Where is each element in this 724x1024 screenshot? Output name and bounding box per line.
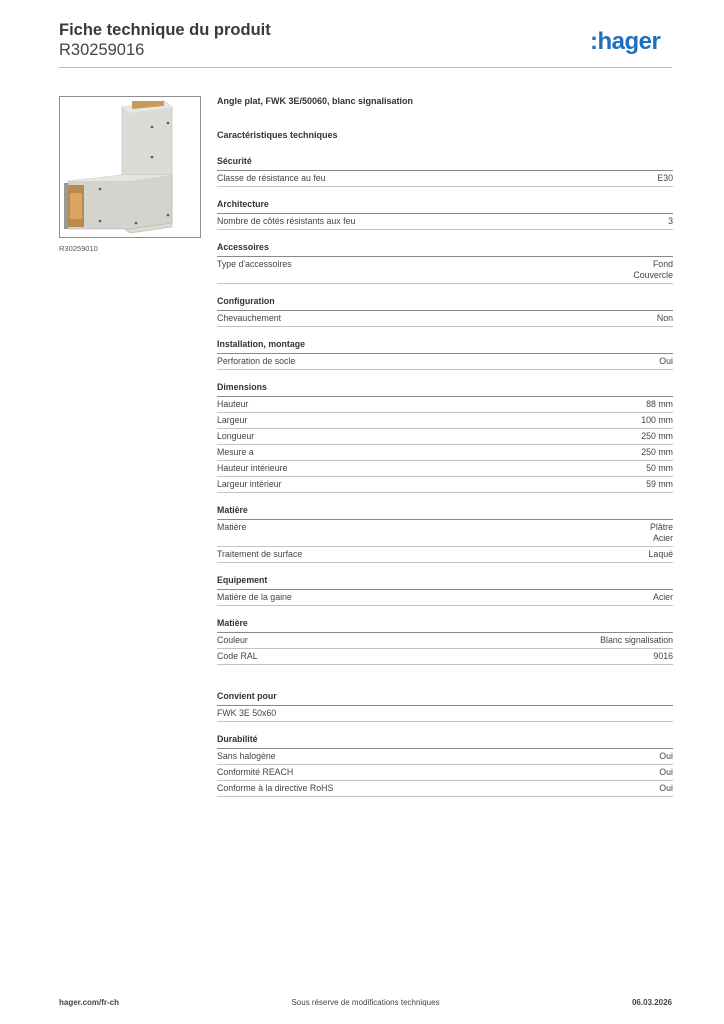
- product-illustration: [60, 97, 200, 237]
- spec-value: [659, 356, 673, 367]
- spec-label: Traitement de surface: [217, 549, 303, 559]
- spec-group-title: Convient pour: [217, 691, 673, 706]
- spec-row: [217, 214, 673, 230]
- spec-group-title: Durabilité: [217, 734, 673, 749]
- spec-value: [641, 447, 673, 458]
- specifications: [217, 95, 673, 797]
- spec-value-line: Couvercle: [633, 270, 673, 280]
- footer-website[interactable]: hager.com/fr-ch: [59, 998, 120, 1007]
- spec-value-line: 88 mm: [646, 399, 673, 409]
- spec-value: [641, 431, 673, 442]
- spec-value: [633, 259, 673, 281]
- spec-label: Chevauchement: [217, 313, 282, 323]
- spec-row: [217, 765, 673, 781]
- spec-value-line: Blanc signalisation: [600, 635, 673, 645]
- footer-notice: Sous réserve de modifications techniques: [291, 998, 440, 1007]
- spec-label: Type d'accessoires: [217, 259, 292, 269]
- spec-value: [646, 399, 673, 410]
- spec-group-title: Dimensions: [217, 382, 673, 397]
- spec-value-line: E30: [657, 173, 673, 183]
- footer-date: 06.03.2026: [631, 998, 672, 1007]
- spec-value-line: Plâtre: [650, 522, 673, 532]
- spec-row: [217, 590, 673, 606]
- spec-value: [646, 463, 673, 474]
- spec-value-line: 59 mm: [646, 479, 673, 489]
- page-header: [59, 20, 672, 60]
- spec-label: Matière de la gaine: [217, 592, 292, 602]
- spec-label: Matière: [217, 522, 247, 532]
- spec-group-title: Accessoires: [217, 242, 673, 257]
- hager-logo: [590, 28, 672, 56]
- product-image: [59, 96, 201, 238]
- spec-row: [217, 445, 673, 461]
- spec-label: Nombre de côtés résistants aux feu: [217, 216, 356, 226]
- spec-row: [217, 397, 673, 413]
- spec-row: [217, 354, 673, 370]
- spec-value-line: 100 mm: [641, 415, 673, 425]
- spec-group-title: Matière: [217, 505, 673, 520]
- spec-group-title: Matière: [217, 618, 673, 633]
- spec-label: Classe de résistance au feu: [217, 173, 326, 183]
- spec-value: [653, 592, 673, 603]
- spec-value-line: 9016: [653, 651, 673, 661]
- spec-group-title: Configuration: [217, 296, 673, 311]
- spec-value-line: 250 mm: [641, 447, 673, 457]
- spec-value-line: 3: [668, 216, 673, 226]
- spec-row: [217, 413, 673, 429]
- spec-group-title: Sécurité: [217, 156, 673, 171]
- spec-label: Code RAL: [217, 651, 258, 661]
- spec-label: FWK 3E 50x60: [217, 708, 277, 718]
- spec-value: [659, 751, 673, 762]
- spec-value-line: Acier: [652, 533, 673, 543]
- spec-row: [217, 547, 673, 563]
- spec-label: Couleur: [217, 635, 248, 645]
- hager-logo-text: :hager: [590, 28, 661, 55]
- spec-value: [600, 635, 673, 646]
- spec-label: Mesure a: [217, 447, 254, 457]
- spec-row: [217, 257, 673, 284]
- spec-label: Conformité REACH: [217, 767, 294, 777]
- spec-row: [217, 171, 673, 187]
- spec-row: [217, 477, 673, 493]
- spec-row: [217, 461, 673, 477]
- spec-label: Longueur: [217, 431, 255, 441]
- spec-row: [217, 429, 673, 445]
- image-caption: R30259010: [59, 244, 98, 253]
- spec-value: [668, 216, 673, 227]
- spec-group-title: Architecture: [217, 199, 673, 214]
- header-divider: [59, 67, 672, 68]
- spec-group-title: Equipement: [217, 575, 673, 590]
- spec-value-line: Oui: [659, 767, 673, 777]
- spec-value-line: Oui: [659, 783, 673, 793]
- spec-label: Sans halogène: [217, 751, 276, 761]
- spec-row: [217, 633, 673, 649]
- spec-value: [649, 549, 673, 560]
- spec-value-line: Oui: [659, 751, 673, 761]
- spec-value: [653, 651, 673, 662]
- spec-value: [650, 522, 673, 544]
- spec-label: Conforme à la directive RoHS: [217, 783, 334, 793]
- spec-value: [657, 173, 673, 184]
- spec-row: [217, 749, 673, 765]
- spec-value-line: 250 mm: [641, 431, 673, 441]
- spec-group-title: Installation, montage: [217, 339, 673, 354]
- spec-groups: [217, 156, 673, 797]
- product-reference: R30259016: [59, 41, 145, 59]
- spec-value-line: Fond: [652, 259, 673, 269]
- spec-value-line: Non: [656, 313, 673, 323]
- spec-value: [641, 415, 673, 426]
- spec-value: [646, 479, 673, 490]
- spec-label: Hauteur intérieure: [217, 463, 288, 473]
- spec-value: [657, 313, 673, 324]
- spec-row: [217, 520, 673, 547]
- spec-value-line: Laqué: [648, 549, 673, 559]
- technical-section-title: Caractéristiques techniques: [217, 130, 338, 140]
- spec-row: [217, 706, 673, 722]
- spec-value-line: Oui: [659, 356, 673, 366]
- spec-row: [217, 311, 673, 327]
- spec-value-line: 50 mm: [646, 463, 673, 473]
- spec-value: [659, 767, 673, 778]
- spec-value-line: Acier: [652, 592, 673, 602]
- spec-label: Largeur intérieur: [217, 479, 282, 489]
- spec-label: Hauteur: [217, 399, 249, 409]
- spec-value: [659, 783, 673, 794]
- product-name: Angle plat, FWK 3E/50060, blanc signalisation: [217, 96, 414, 106]
- spec-row: [217, 781, 673, 797]
- spec-row: [217, 649, 673, 665]
- spec-label: Largeur: [217, 415, 248, 425]
- page-title: Fiche technique du produit: [59, 21, 271, 39]
- spec-label: Perforation de socle: [217, 356, 296, 366]
